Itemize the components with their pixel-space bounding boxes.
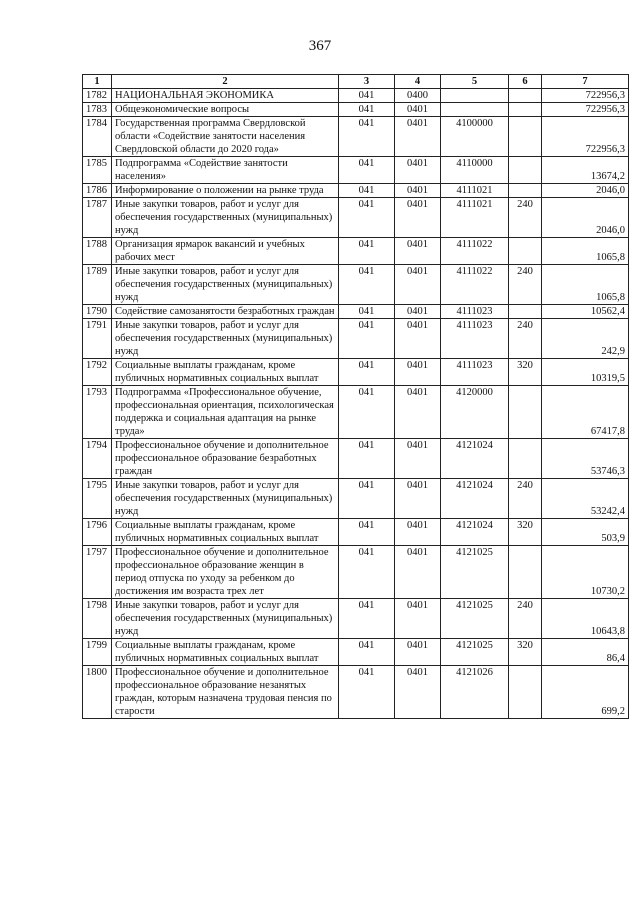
row-target-code: 4100000 [441, 117, 509, 157]
row-number: 1784 [83, 117, 112, 157]
row-target-code: 4111021 [441, 184, 509, 198]
row-expense-type [509, 117, 542, 157]
row-expense-type: 320 [509, 359, 542, 386]
row-amount: 53242,4 [542, 479, 629, 519]
row-number: 1789 [83, 265, 112, 305]
row-name: Иные закупки товаров, работ и услуг для обеспечения государственных (муниципальных) нужд [112, 479, 339, 519]
row-name: Профессиональное обучение и дополнительное профессиональное образование незанятых граждан, которым назначена трудовая пенсия по старости [112, 666, 339, 719]
table-row [83, 599, 629, 639]
table-row [83, 157, 629, 184]
row-section-code: 0401 [395, 386, 441, 439]
row-expense-type: 240 [509, 198, 542, 238]
row-admin-code: 041 [339, 238, 395, 265]
row-number: 1786 [83, 184, 112, 198]
row-number: 1788 [83, 238, 112, 265]
row-target-code: 4111023 [441, 359, 509, 386]
row-admin-code: 041 [339, 198, 395, 238]
row-section-code: 0401 [395, 265, 441, 305]
row-section-code: 0401 [395, 319, 441, 359]
row-target-code: 4111023 [441, 319, 509, 359]
row-amount: 503,9 [542, 519, 629, 546]
row-amount: 10319,5 [542, 359, 629, 386]
row-amount: 67417,8 [542, 386, 629, 439]
row-expense-type [509, 238, 542, 265]
row-number: 1790 [83, 305, 112, 319]
row-section-code: 0401 [395, 117, 441, 157]
row-admin-code: 041 [339, 599, 395, 639]
table-row [83, 319, 629, 359]
row-admin-code: 041 [339, 359, 395, 386]
page-number: 367 [308, 38, 332, 54]
row-target-code: 4111021 [441, 198, 509, 238]
row-amount: 1065,8 [542, 265, 629, 305]
table-row [83, 639, 629, 666]
row-name: Иные закупки товаров, работ и услуг для обеспечения государственных (муниципальных) нужд [112, 319, 339, 359]
table-row [83, 117, 629, 157]
row-amount: 722956,3 [542, 117, 629, 157]
budget-table [82, 74, 629, 719]
row-admin-code: 041 [339, 265, 395, 305]
header-col-1: 1 [83, 75, 112, 89]
row-name: Социальные выплаты гражданам, кроме публичных нормативных социальных выплат [112, 639, 339, 666]
row-admin-code: 041 [339, 89, 395, 103]
row-admin-code: 041 [339, 479, 395, 519]
table-row [83, 238, 629, 265]
table-row [83, 519, 629, 546]
table-row [83, 89, 629, 103]
table-row [83, 103, 629, 117]
row-admin-code: 041 [339, 439, 395, 479]
row-amount: 242,9 [542, 319, 629, 359]
row-target-code: 4121024 [441, 439, 509, 479]
row-name: Профессиональное обучение и дополнительное профессиональное образование женщин в период отпуска по уходу за ребенком до достижения им возраста трех лет [112, 546, 339, 599]
table-row [83, 666, 629, 719]
row-name: Организация ярмарок вакансий и учебных рабочих мест [112, 238, 339, 265]
row-target-code: 4121025 [441, 546, 509, 599]
row-amount: 722956,3 [542, 89, 629, 103]
table-row [83, 184, 629, 198]
row-section-code: 0401 [395, 439, 441, 479]
row-target-code: 4121024 [441, 519, 509, 546]
row-number: 1794 [83, 439, 112, 479]
row-admin-code: 041 [339, 117, 395, 157]
row-admin-code: 041 [339, 666, 395, 719]
row-expense-type: 320 [509, 639, 542, 666]
row-admin-code: 041 [339, 386, 395, 439]
row-expense-type [509, 305, 542, 319]
row-target-code: 4121025 [441, 599, 509, 639]
table-row [83, 439, 629, 479]
row-target-code: 4111022 [441, 265, 509, 305]
row-number: 1783 [83, 103, 112, 117]
row-admin-code: 041 [339, 319, 395, 359]
row-amount: 1065,8 [542, 238, 629, 265]
row-name: Иные закупки товаров, работ и услуг для обеспечения государственных (муниципальных) нужд [112, 265, 339, 305]
header-col-4: 4 [395, 75, 441, 89]
row-admin-code: 041 [339, 103, 395, 117]
row-target-code: 4121026 [441, 666, 509, 719]
row-target-code: 4121025 [441, 639, 509, 666]
row-name: Общеэкономические вопросы [112, 103, 339, 117]
row-expense-type: 320 [509, 519, 542, 546]
row-target-code: 4120000 [441, 386, 509, 439]
row-expense-type [509, 666, 542, 719]
row-expense-type: 240 [509, 319, 542, 359]
row-amount: 53746,3 [542, 439, 629, 479]
table-row [83, 198, 629, 238]
row-name: Иные закупки товаров, работ и услуг для обеспечения государственных (муниципальных) нужд [112, 198, 339, 238]
row-section-code: 0401 [395, 198, 441, 238]
row-number: 1799 [83, 639, 112, 666]
row-amount: 722956,3 [542, 103, 629, 117]
row-name: Социальные выплаты гражданам, кроме публичных нормативных социальных выплат [112, 359, 339, 386]
row-name: Государственная программа Свердловской области «Содействие занятости населения Свердловской области до 2020 года» [112, 117, 339, 157]
row-section-code: 0401 [395, 599, 441, 639]
row-amount: 699,2 [542, 666, 629, 719]
header-col-3: 3 [339, 75, 395, 89]
row-number: 1792 [83, 359, 112, 386]
row-number: 1796 [83, 519, 112, 546]
row-expense-type [509, 386, 542, 439]
row-amount: 10730,2 [542, 546, 629, 599]
row-admin-code: 041 [339, 546, 395, 599]
row-name: Подпрограмма «Содействие занятости населения» [112, 157, 339, 184]
row-section-code: 0400 [395, 89, 441, 103]
row-number: 1795 [83, 479, 112, 519]
row-amount: 10562,4 [542, 305, 629, 319]
row-expense-type [509, 439, 542, 479]
row-admin-code: 041 [339, 519, 395, 546]
row-admin-code: 041 [339, 184, 395, 198]
row-section-code: 0401 [395, 305, 441, 319]
row-target-code [441, 89, 509, 103]
row-section-code: 0401 [395, 157, 441, 184]
row-expense-type [509, 184, 542, 198]
row-section-code: 0401 [395, 479, 441, 519]
row-number: 1791 [83, 319, 112, 359]
row-admin-code: 041 [339, 157, 395, 184]
row-name: Социальные выплаты гражданам, кроме публичных нормативных социальных выплат [112, 519, 339, 546]
table-row [83, 265, 629, 305]
row-number: 1785 [83, 157, 112, 184]
row-admin-code: 041 [339, 639, 395, 666]
row-name: Иные закупки товаров, работ и услуг для обеспечения государственных (муниципальных) нужд [112, 599, 339, 639]
row-name: НАЦИОНАЛЬНАЯ ЭКОНОМИКА [112, 89, 339, 103]
table-row [83, 359, 629, 386]
row-number: 1787 [83, 198, 112, 238]
row-expense-type [509, 103, 542, 117]
row-number: 1798 [83, 599, 112, 639]
row-number: 1793 [83, 386, 112, 439]
row-number: 1800 [83, 666, 112, 719]
row-admin-code: 041 [339, 305, 395, 319]
row-expense-type: 240 [509, 479, 542, 519]
row-target-code [441, 103, 509, 117]
row-section-code: 0401 [395, 184, 441, 198]
header-col-2: 2 [112, 75, 339, 89]
row-name: Содействие самозанятости безработных граждан [112, 305, 339, 319]
row-amount: 2046,0 [542, 184, 629, 198]
row-amount: 13674,2 [542, 157, 629, 184]
row-section-code: 0401 [395, 639, 441, 666]
row-expense-type [509, 157, 542, 184]
row-target-code: 4110000 [441, 157, 509, 184]
header-col-6: 6 [509, 75, 542, 89]
row-expense-type [509, 546, 542, 599]
row-section-code: 0401 [395, 238, 441, 265]
row-target-code: 4111023 [441, 305, 509, 319]
row-target-code: 4111022 [441, 238, 509, 265]
row-section-code: 0401 [395, 519, 441, 546]
row-section-code: 0401 [395, 359, 441, 386]
row-target-code: 4121024 [441, 479, 509, 519]
header-col-5: 5 [441, 75, 509, 89]
row-amount: 86,4 [542, 639, 629, 666]
row-expense-type: 240 [509, 599, 542, 639]
row-amount: 2046,0 [542, 198, 629, 238]
table-row [83, 546, 629, 599]
row-amount: 10643,8 [542, 599, 629, 639]
table-row [83, 479, 629, 519]
table-row [83, 305, 629, 319]
table-row [83, 386, 629, 439]
row-section-code: 0401 [395, 103, 441, 117]
row-expense-type: 240 [509, 265, 542, 305]
header-col-7: 7 [542, 75, 629, 89]
row-name: Профессиональное обучение и дополнительное профессиональное образование безработных граждан [112, 439, 339, 479]
row-number: 1782 [83, 89, 112, 103]
row-number: 1797 [83, 546, 112, 599]
row-section-code: 0401 [395, 546, 441, 599]
row-name: Подпрограмма «Профессиональное обучение, профессиональная ориентация, психологическая поддержка и социальная адаптация на рынке труда» [112, 386, 339, 439]
row-section-code: 0401 [395, 666, 441, 719]
row-name: Информирование о положении на рынке труда [112, 184, 339, 198]
header-row [83, 75, 629, 89]
row-expense-type [509, 89, 542, 103]
